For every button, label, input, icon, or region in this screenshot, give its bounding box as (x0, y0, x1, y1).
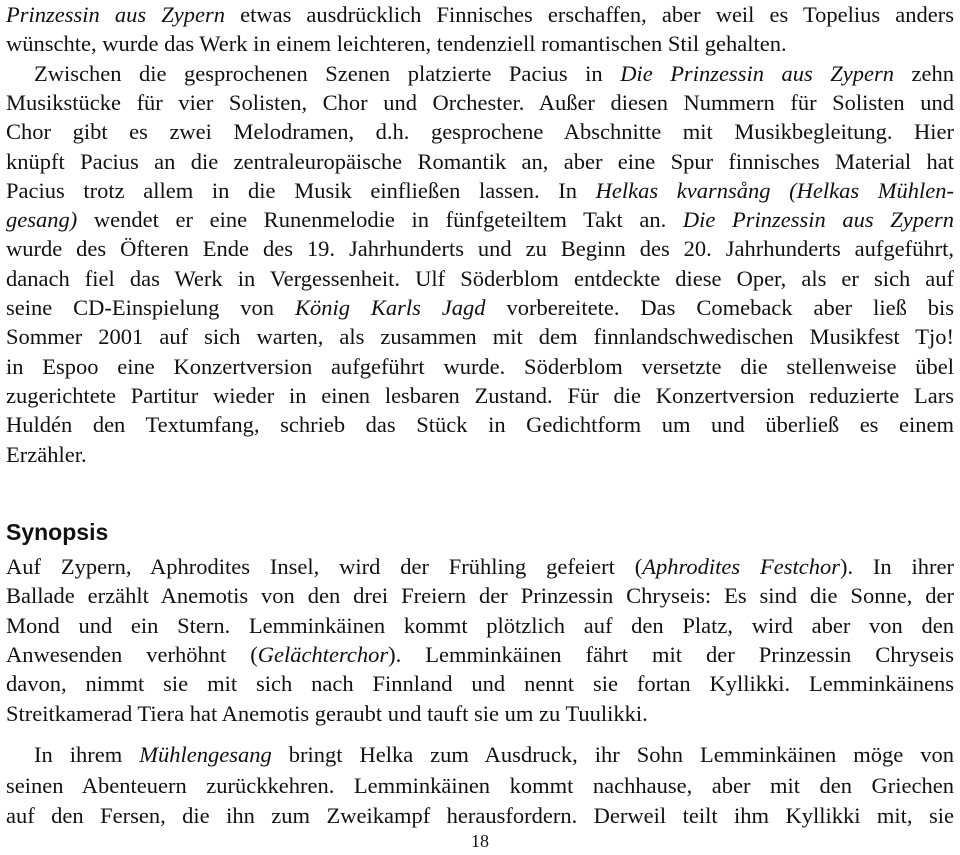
section-heading-synopsis: Synopsis (6, 519, 109, 545)
text-line (6, 640, 954, 669)
text-segment: Pacius trotz allem in die Musik einfließen lassen. In (6, 177, 596, 203)
text-line (6, 669, 954, 698)
text-line (6, 611, 954, 640)
text-segment: zugerichtete Partitur wieder in einen lesbaren Zustand. Für die Konzertversion reduzierte Lars (6, 382, 954, 408)
text-line (6, 0, 954, 29)
text-segment: bringt Helka zum Ausdruck, ihr Sohn Lemminkäinen möge von (271, 742, 954, 767)
text-line (6, 234, 954, 263)
italic-segment: Die Prinzessin aus Zypern (620, 60, 894, 86)
text-line (6, 352, 954, 381)
text-line (6, 117, 954, 146)
text-line (6, 440, 954, 469)
text-line (6, 699, 954, 728)
italic-segment: Mühlengesang (139, 742, 272, 767)
text-segment: seinen Abenteuern zurückkehren. Lemminkäinen kommt nachhause, aber mit den Griechen (6, 772, 954, 798)
text-segment: danach fiel das Werk in Vergessenheit. Ulf Söderblom entdeckte diese Oper, als er sich auf (6, 265, 954, 291)
text-segment: Anwesenden verhöhnt ( (6, 641, 258, 667)
text-line (6, 293, 954, 322)
text-line (6, 581, 954, 610)
text-segment: Chor gibt es zwei Melodramen, d.h. gesprochene Abschnitte mit Musikbegleitung. Hier (6, 119, 954, 145)
text-segment: vorbereitete. Das Comeback aber ließ bis (485, 295, 954, 320)
text-segment: In ihrem (34, 742, 140, 767)
text-segment: Musikstücke für vier Solisten, Chor und Orchester. Außer diesen Nummern für Solisten und (6, 89, 954, 115)
text-line (6, 88, 954, 117)
text-segment: Mond und ein Stern. Lemminkäinen kommt plötzlich auf den Platz, wird aber von den (6, 612, 954, 638)
text-segment: in Espoo eine Konzertversion aufgeführt wurde. Söderblom versetzte die stellenweise übel (6, 353, 954, 379)
text-line (6, 264, 954, 293)
italic-segment: König Karls Jagd (294, 295, 486, 320)
text-segment: auf den Fersen, die ihn zum Zweikampf herausfordern. Derweil teilt ihm Kyllikki mit, sie (6, 803, 954, 828)
text-segment: seine CD-Einspielung von (6, 295, 295, 320)
text-segment: ). Lemminkäinen fährt mit der Prinzessin Chryseis (388, 641, 955, 667)
text-segment: wünschte, wurde das Werk in einem leichteren, tendenziell romantischen Stil gehalten. (6, 31, 787, 57)
text-line (6, 381, 954, 410)
text-segment: Erzähler. (6, 441, 87, 467)
page-number: 18 (471, 831, 489, 851)
text-segment: Streitkamerad Tiera hat Anemotis geraubt und tauft sie um zu Tuulikki. (6, 700, 648, 726)
text-segment: etwas ausdrücklich Finnisches erschaffen, aber weil es Topelius anders (224, 2, 954, 27)
text-segment: knüpft Pacius an die zentraleuropäische Romantik an, aber eine Spur finnisches Material hat (6, 148, 954, 174)
text-line (34, 59, 954, 88)
text-segment: Huldén den Textumfang, schrieb das Stück in Gedichtform um und überließ es einem (6, 412, 954, 438)
text-line (6, 552, 954, 581)
text-line (6, 801, 954, 830)
text-segment: davon, nimmt sie mit sich nach Finnland und nennt sie fortan Kyllikki. Lemminkäinens (6, 671, 954, 697)
text-segment: zehn (893, 60, 954, 86)
italic-segment: Aphrodites Festchor (642, 554, 840, 579)
italic-segment: Die Prinzessin aus Zypern (682, 207, 955, 233)
text-line (6, 322, 954, 351)
text-line (34, 740, 954, 769)
text-line (6, 147, 954, 176)
italic-segment: Gelächterchor (257, 641, 389, 667)
text-line (6, 205, 954, 234)
italic-segment: gesang) (6, 207, 78, 233)
text-line (6, 771, 954, 800)
italic-segment: Helkas kvarnsång (Helkas Mühlen- (595, 177, 954, 203)
text-segment: Sommer 2001 auf sich warten, als zusammen mit dem finnlandschwedischen Musikfest Tjo! (6, 324, 954, 350)
text-segment: Zwischen die gesprochenen Szenen platzierte Pacius in (34, 60, 621, 86)
italic-segment: Prinzessin aus Zypern (6, 2, 225, 27)
text-segment: wendet er eine Runenmelodie in fünfgeteiltem Takt an. (77, 207, 683, 233)
text-segment: ). In ihrer (839, 554, 954, 579)
text-line (6, 29, 954, 58)
text-segment: wurde des Öfteren Ende des 19. Jahrhunderts und zu Beginn des 20. Jahrhunderts aufgeführt, (6, 236, 954, 262)
text-segment: Auf Zypern, Aphrodites Insel, wird der Frühling gefeiert ( (6, 554, 643, 579)
text-line (6, 410, 954, 439)
text-line (6, 176, 954, 205)
text-segment: Ballade erzählt Anemotis von den drei Freiern der Prinzessin Chryseis: Es sind die Sonne, der (6, 583, 954, 609)
